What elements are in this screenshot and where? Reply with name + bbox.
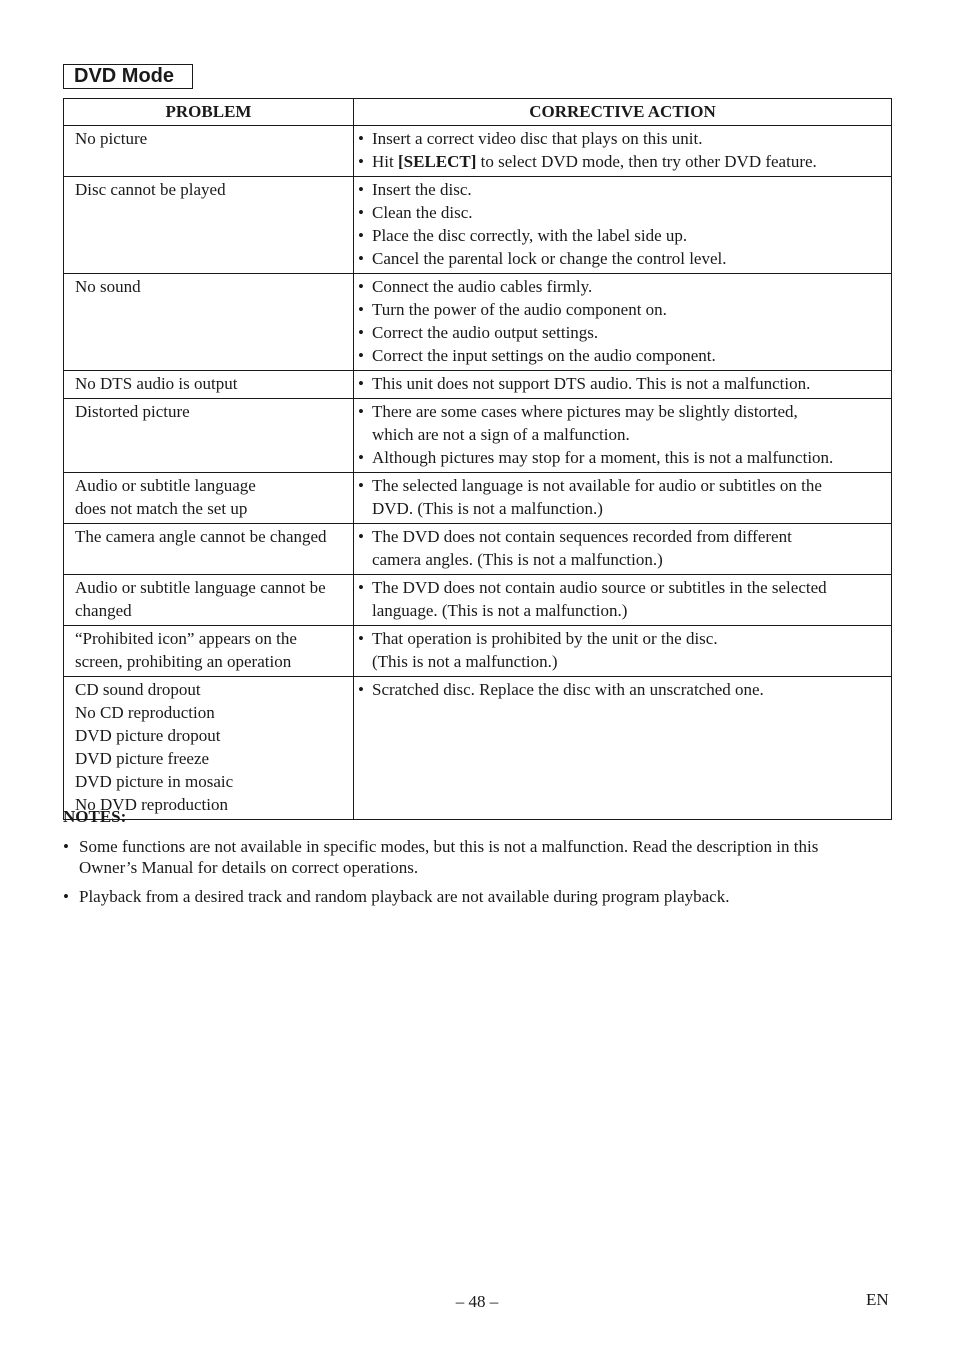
problem-text: No DVD reproduction bbox=[75, 795, 228, 814]
note-item: • Playback from a desired track and random playback are not available during program playback. bbox=[63, 886, 863, 907]
page-number: – 48 – bbox=[455, 1292, 499, 1311]
action-text: • This unit does not support DTS audio. This is not a malfunction. bbox=[372, 374, 811, 393]
action-text: • There are some cases where pictures may be slightly distorted, bbox=[372, 402, 798, 421]
problem-cell bbox=[64, 524, 354, 575]
problem-text: No picture bbox=[75, 129, 148, 148]
problem-text: No sound bbox=[75, 277, 141, 296]
table-row bbox=[64, 399, 892, 473]
table-row bbox=[64, 626, 892, 677]
action-text: • Although pictures may stop for a moment, this is not a malfunction. bbox=[372, 448, 834, 467]
action-bullet-item bbox=[358, 372, 887, 395]
action-text: language. (This is not a malfunction.) bbox=[372, 601, 628, 620]
corrective-action-cell bbox=[354, 524, 892, 575]
table-row bbox=[64, 473, 892, 524]
action-bullet-item bbox=[358, 400, 887, 446]
action-text: DVD. (This is not a malfunction.) bbox=[372, 499, 603, 518]
table-header-row bbox=[64, 99, 892, 126]
problem-text: Disc cannot be played bbox=[75, 180, 226, 199]
corrective-action-cell bbox=[354, 473, 892, 524]
corrective-action-cell bbox=[354, 575, 892, 626]
action-text: • Correct the input settings on the audio component. bbox=[372, 346, 716, 365]
problem-cell bbox=[64, 399, 354, 473]
action-text: camera angles. (This is not a malfunction.) bbox=[372, 550, 663, 569]
action-text: • Cancel the parental lock or change the control level. bbox=[372, 249, 727, 268]
problem-text: Audio or subtitle language bbox=[75, 476, 256, 495]
language-code: EN bbox=[866, 1290, 889, 1309]
action-text: • The DVD does not contain sequences recorded from different bbox=[372, 527, 792, 546]
corrective-action-cell bbox=[354, 126, 892, 177]
note-item: • Some functions are not available in specific modes, but this is not a malfunction. Read the description in this Owner’s Manual for details on correct operations. bbox=[63, 836, 863, 878]
problem-cell bbox=[64, 274, 354, 371]
problem-cell bbox=[64, 177, 354, 274]
problem-cell bbox=[64, 126, 354, 177]
corrective-action-cell bbox=[354, 399, 892, 473]
problem-text: CD sound dropout bbox=[75, 680, 201, 699]
action-text: • That operation is prohibited by the unit or the disc. bbox=[372, 629, 718, 648]
troubleshooting-table bbox=[63, 98, 892, 820]
header-corrective-action: CORRECTIVE ACTION bbox=[354, 99, 892, 126]
action-text: which are not a sign of a malfunction. bbox=[372, 425, 630, 444]
problem-text: No CD reproduction bbox=[75, 703, 215, 722]
problem-text: does not match the set up bbox=[75, 499, 248, 518]
problem-text: screen, prohibiting an operation bbox=[75, 652, 292, 671]
table-row bbox=[64, 575, 892, 626]
action-bullet-item bbox=[358, 344, 887, 367]
table-body bbox=[64, 126, 892, 820]
action-bullet-item bbox=[358, 150, 887, 173]
table-row bbox=[64, 677, 892, 820]
action-bullet-item bbox=[358, 627, 887, 673]
action-bullet-item bbox=[358, 247, 887, 270]
corrective-action-cell bbox=[354, 677, 892, 820]
corrective-action-cell bbox=[354, 177, 892, 274]
problem-cell bbox=[64, 371, 354, 399]
action-bullet-item bbox=[358, 298, 887, 321]
action-bullet-item bbox=[358, 576, 887, 622]
action-text: • Scratched disc. Replace the disc with an unscratched one. bbox=[372, 680, 764, 699]
corrective-action-cell bbox=[354, 371, 892, 399]
action-bullet-item bbox=[358, 275, 887, 298]
action-bullet-item bbox=[358, 474, 887, 520]
table-row bbox=[64, 371, 892, 399]
notes-section bbox=[63, 806, 863, 915]
action-text: (This is not a malfunction.) bbox=[372, 652, 558, 671]
action-text: • The selected language is not available for audio or subtitles on the bbox=[372, 476, 822, 495]
problem-text: No DTS audio is output bbox=[75, 374, 238, 393]
problem-text: “Prohibited icon” appears on the bbox=[75, 629, 297, 648]
action-text: • Correct the audio output settings. bbox=[372, 323, 599, 342]
action-text: • Hit [SELECT] to select DVD mode, then try other DVD feature. bbox=[372, 152, 817, 171]
problem-text: Audio or subtitle language cannot be bbox=[75, 578, 326, 597]
problem-cell bbox=[64, 473, 354, 524]
action-text: • Connect the audio cables firmly. bbox=[372, 277, 593, 296]
problem-cell bbox=[64, 575, 354, 626]
problem-cell bbox=[64, 626, 354, 677]
problem-cell bbox=[64, 677, 354, 820]
action-text: • Insert a correct video disc that plays on this unit. bbox=[372, 129, 703, 148]
problem-text: DVD picture dropout bbox=[75, 726, 221, 745]
notes-title: NOTES: bbox=[63, 807, 127, 826]
table-row bbox=[64, 524, 892, 575]
action-bullet-item bbox=[358, 224, 887, 247]
table-row bbox=[64, 177, 892, 274]
corrective-action-cell bbox=[354, 626, 892, 677]
corrective-action-cell bbox=[354, 274, 892, 371]
problem-text: Distorted picture bbox=[75, 402, 190, 421]
section-title: DVD Mode bbox=[63, 64, 193, 89]
problem-text: The camera angle cannot be changed bbox=[75, 527, 327, 546]
action-bullet-item bbox=[358, 178, 887, 201]
action-text: • Place the disc correctly, with the label side up. bbox=[372, 226, 688, 245]
problem-text: DVD picture in mosaic bbox=[75, 772, 234, 791]
action-text: • Clean the disc. bbox=[372, 203, 473, 222]
action-text: • Insert the disc. bbox=[372, 180, 472, 199]
action-text: • The DVD does not contain audio source or subtitles in the selected bbox=[372, 578, 827, 597]
problem-text: changed bbox=[75, 601, 132, 620]
action-bullet-item bbox=[358, 446, 887, 469]
header-problem: PROBLEM bbox=[64, 99, 354, 126]
action-bullet-item bbox=[358, 127, 887, 150]
action-bullet-item bbox=[358, 201, 887, 224]
action-bullet-item bbox=[358, 525, 887, 571]
action-text: • Turn the power of the audio component on. bbox=[372, 300, 667, 319]
problem-text: DVD picture freeze bbox=[75, 749, 210, 768]
table-row bbox=[64, 274, 892, 371]
table-row bbox=[64, 126, 892, 177]
action-bullet-item bbox=[358, 321, 887, 344]
action-bullet-item bbox=[358, 678, 887, 701]
